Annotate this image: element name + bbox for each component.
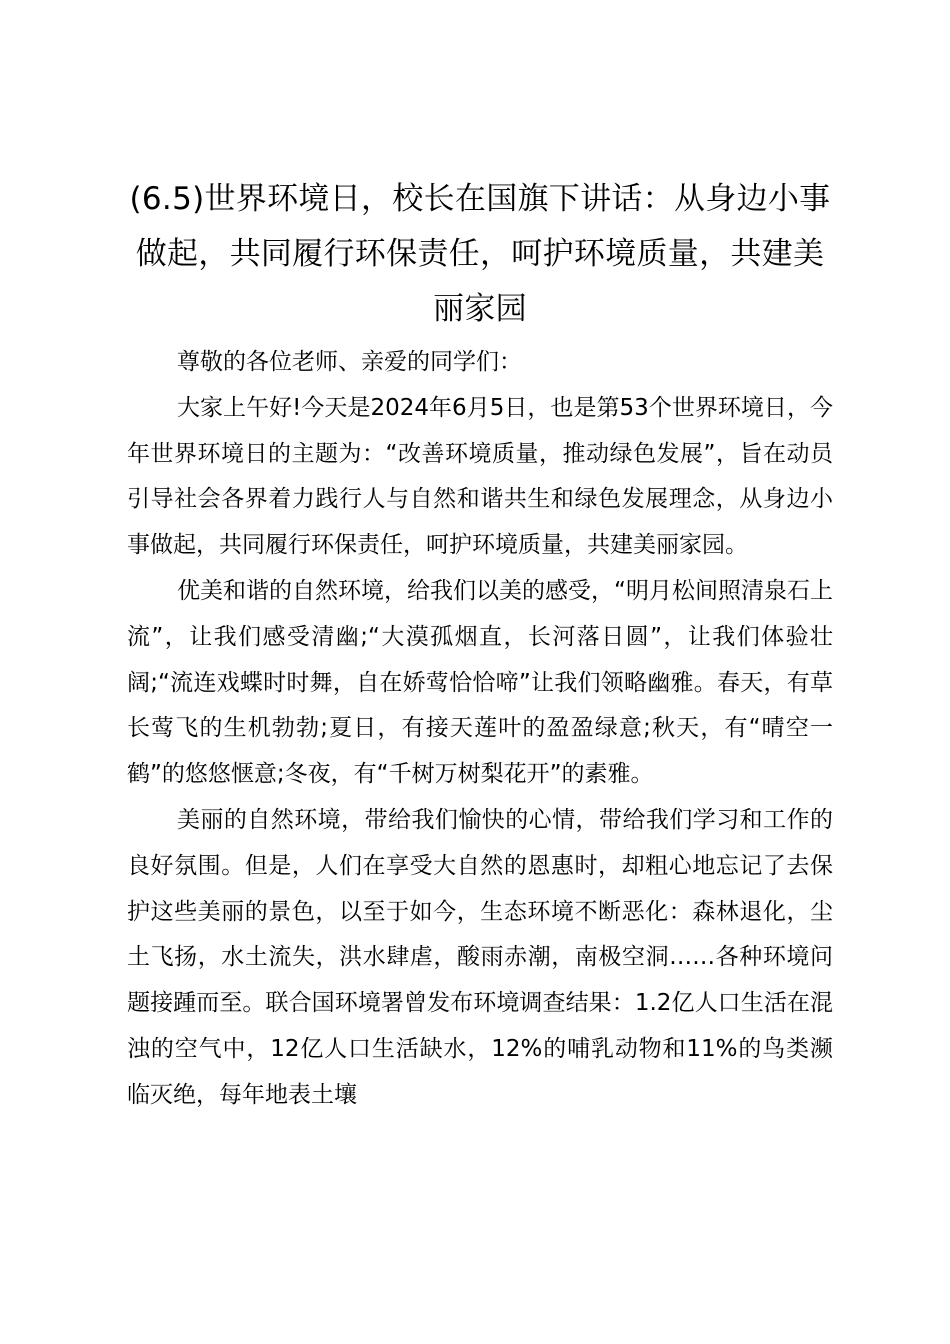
paragraph-2: 优美和谐的自然环境，给我们以美的感受，“明月松间照清泉石上流”，让我们感受清幽;“大漠孤烟直，长河落日圆”，让我们体验壮阔;“流连戏蝶时时舞，自在娇莺恰恰啼”让我们领略幽雅。春天，有草长莺飞的生机勃勃;夏日，有接天莲叶的盈盈绿意;秋天，有“晴空一鹤”的悠悠惬意;冬夜，有“千树万树梨花开”的素雅。	[127, 577, 833, 788]
greeting: 尊敬的各位老师、亲爱的同学们：	[177, 349, 522, 375]
paragraph-1: 大家上午好!今天是2024年6月5日，也是第53个世界环境日，今年世界环境日的主题为：“改善环境质量，推动绿色发展”，旨在动员引导社会各界着力践行人与自然和谐共生和绿色发展理念，从身边小事做起，共同履行环保责任，呵护环境质量，共建美丽家园。	[127, 394, 833, 559]
paragraph-3: 美丽的自然环境，带给我们愉快的心情，带给我们学习和工作的良好氛围。但是，人们在享受大自然的恩惠时，却粗心地忘记了去保护这些美丽的景色，以至于如今，生态环境不断恶化：森林退化，尘土飞扬，水土流失，洪水肆虐，酸雨赤潮，南极空洞……各种环境问题接踵而至。联合国环境署曾发布环境调查结果：1.2亿人口生活在混浊的空气中，12亿人口生活缺水，12%的哺乳动物和11%的鸟类濒临灭绝，每年地表土壤	[127, 806, 833, 1108]
document-page	[127, 172, 833, 1119]
document-title: (6.5)世界环境日，校长在国旗下讲话：从身边小事做起，共同履行环保责任，呵护环境质量，共建美丽家园	[129, 181, 831, 327]
